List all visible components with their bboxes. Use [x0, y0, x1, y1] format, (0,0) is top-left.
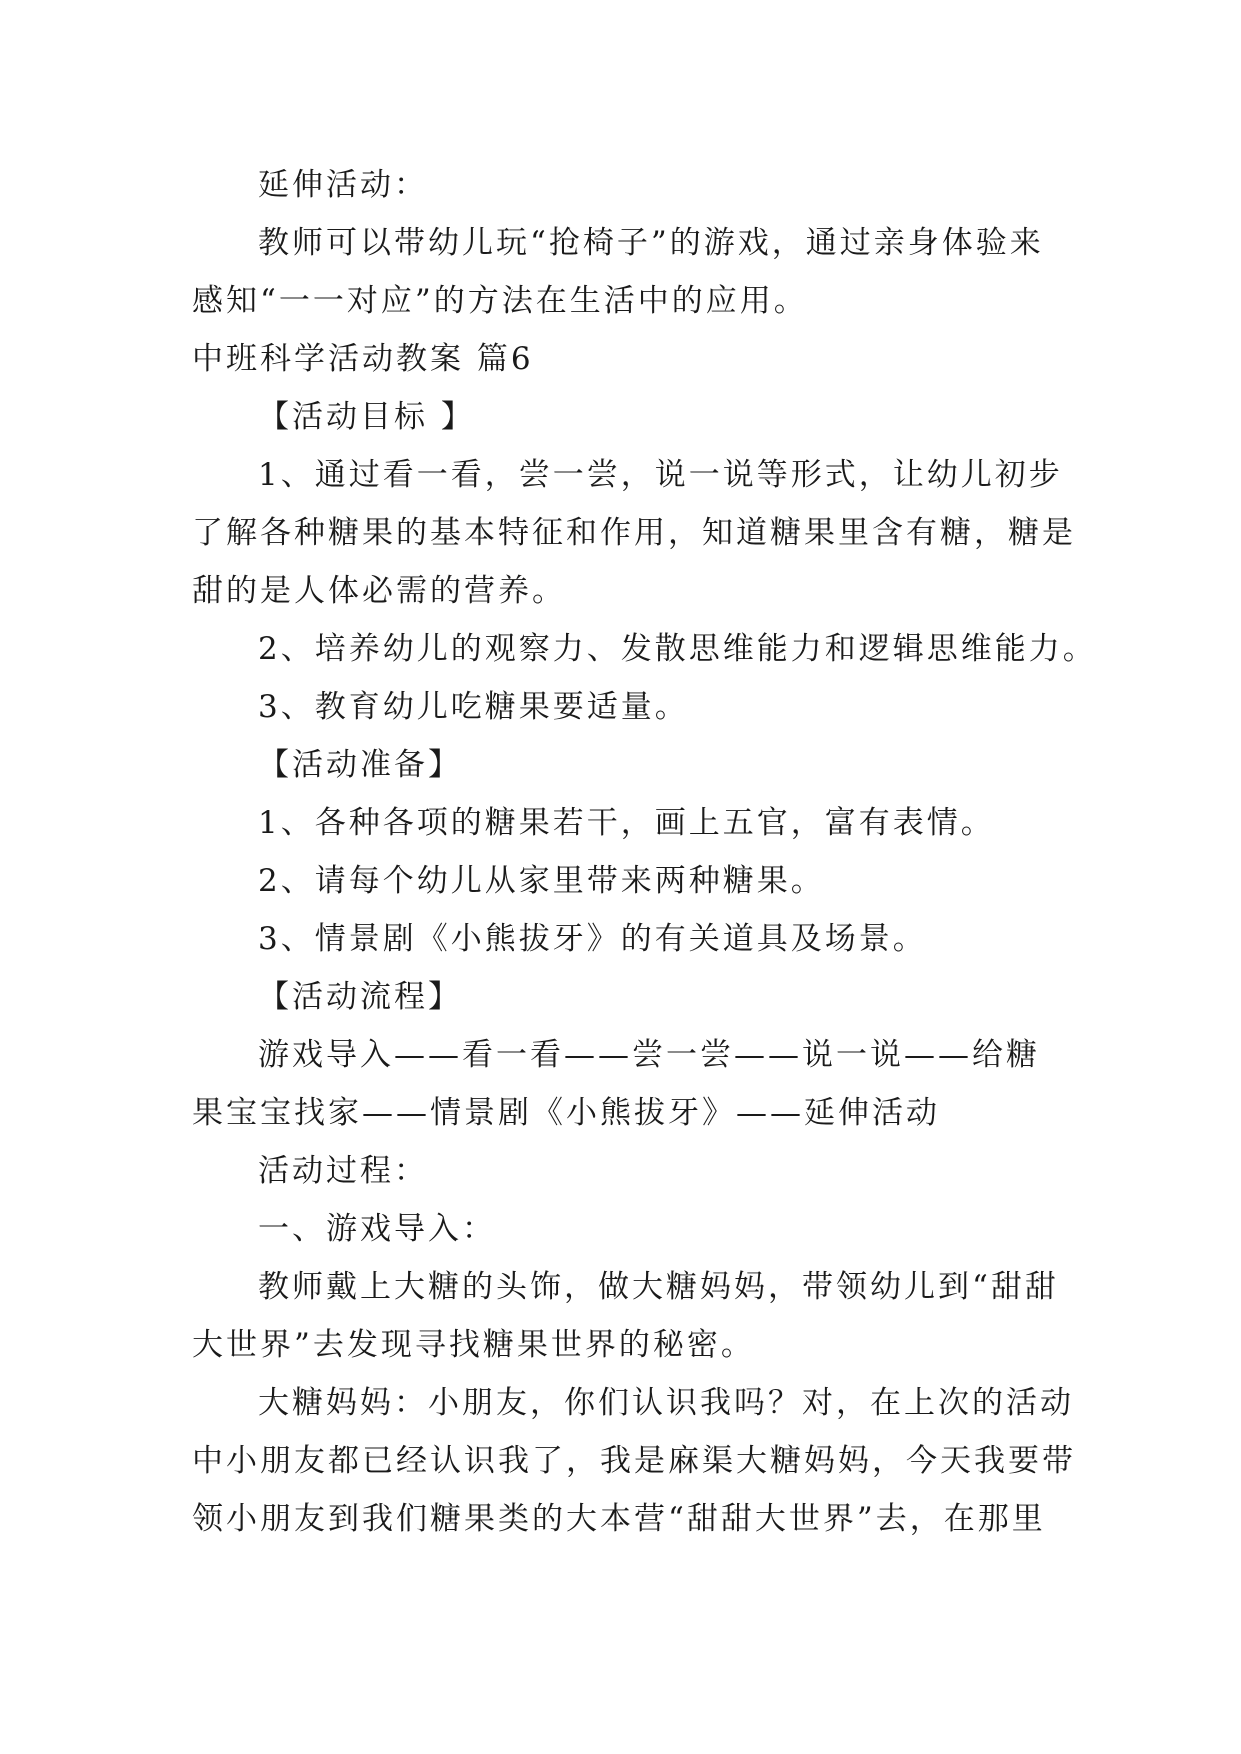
paragraph-line: 1、通过看一看，尝一尝，说一说等形式，让幼儿初步 — [258, 457, 1063, 493]
paragraph-line: 了解各种糖果的基本特征和作用，知道糖果里含有糖，糖是 — [192, 515, 1076, 551]
paragraph-line: 教师戴上大糖的头饰，做大糖妈妈，带领幼儿到“甜甜 — [258, 1269, 1059, 1305]
paragraph-line: 甜的是人体必需的营养。 — [192, 573, 566, 609]
paragraph-line: 活动过程： — [258, 1153, 428, 1189]
paragraph-line: 果宝宝找家——情景剧《小熊拔牙》——延伸活动 — [192, 1095, 940, 1131]
subsection-heading: 【活动流程】 — [258, 979, 462, 1015]
subsection-heading: 【活动目标 】 — [258, 399, 475, 435]
paragraph-line: 3、情景剧《小熊拔牙》的有关道具及场景。 — [258, 921, 927, 957]
paragraph-line: 领小朋友到我们糖果类的大本营“甜甜大世界”去，在那里 — [192, 1501, 1046, 1537]
paragraph-line: 游戏导入——看一看——尝一尝——说一说——给糖 — [258, 1037, 1040, 1073]
paragraph-line: 1、各种各项的糖果若干，画上五官，富有表情。 — [258, 805, 995, 841]
section-heading: 中班科学活动教案 篇6 — [192, 341, 534, 377]
paragraph-line: 一、游戏导入： — [258, 1211, 496, 1247]
paragraph-line: 延伸活动： — [258, 167, 428, 203]
paragraph-line: 教师可以带幼儿玩“抢椅子”的游戏，通过亲身体验来 — [258, 225, 1044, 261]
paragraph-line: 2、培养幼儿的观察力、发散思维能力和逻辑思维能力。 — [258, 631, 1097, 667]
paragraph-line: 中小朋友都已经认识我了，我是麻渠大糖妈妈，今天我要带 — [192, 1443, 1076, 1479]
paragraph-line: 大世界”去发现寻找糖果世界的秘密。 — [192, 1327, 755, 1363]
paragraph-line: 2、请每个幼儿从家里带来两种糖果。 — [258, 863, 825, 899]
paragraph-line: 3、教育幼儿吃糖果要适量。 — [258, 689, 689, 725]
subsection-heading: 【活动准备】 — [258, 747, 462, 783]
paragraph-line: 感知“一一对应”的方法在生活中的应用。 — [192, 283, 808, 319]
paragraph-line: 大糖妈妈：小朋友，你们认识我吗？对，在上次的活动 — [258, 1385, 1074, 1421]
